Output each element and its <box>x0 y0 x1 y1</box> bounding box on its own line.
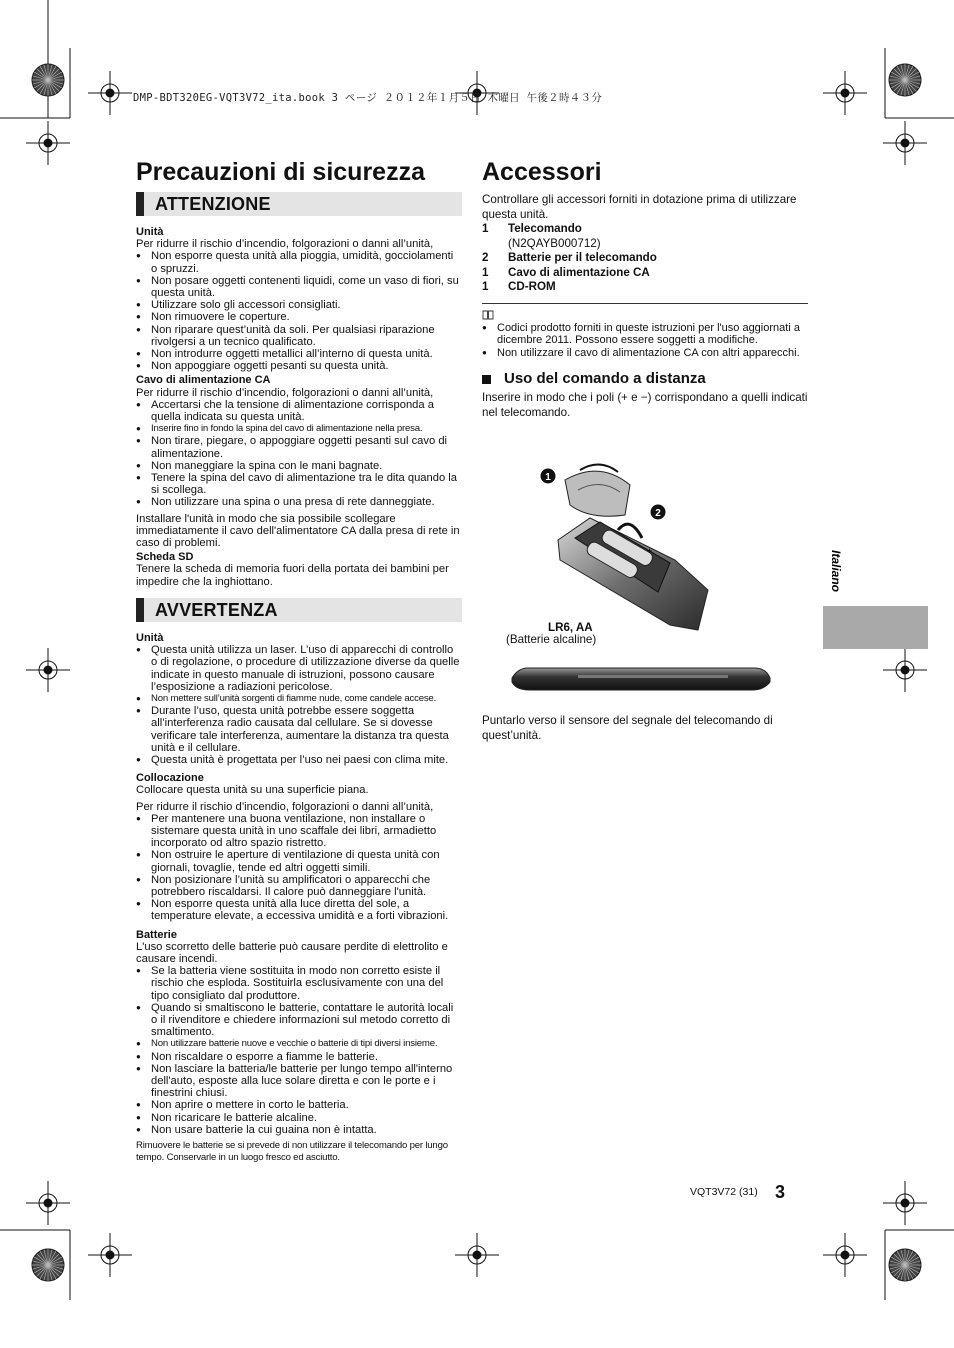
list-item: ● Non utilizzare una spina o una presa di rete danneggiate. <box>136 496 462 508</box>
sub-heading: Unità <box>136 226 164 238</box>
file-header: DMP-BDT320EG-VQT3V72_ita.book 3 ページ ２０１２年１月５日 木曜日 午後２時４３分 <box>133 92 603 104</box>
bullet-list <box>136 399 462 509</box>
paragraph: Tenere la scheda di memoria fuori della portata dei bambini per impedire che la inghiottano. <box>136 563 449 588</box>
accessory-item: 1 CD-ROM <box>482 280 556 294</box>
accessory-item: 2 Batterie per il telecomando <box>482 251 657 265</box>
list-item: ● Inserire fino in fondo la spina del cavo di alimentazione nella presa. <box>136 423 462 435</box>
battery-sub: (Batterie alcaline) <box>506 633 597 646</box>
language-tab-label <box>818 546 843 606</box>
divider <box>482 303 808 304</box>
accessory-code: (N2QAYB000712) <box>508 236 601 250</box>
sub-heading: Scheda SD <box>136 551 194 564</box>
list-item: ● Codici prodotto forniti in queste istruzioni per l'uso aggiornati a dicembre 2011. Possono essere soggetti a modifiche. <box>482 322 808 347</box>
paragraph: Rimuovere le batterie se si prevede di non utilizzare il telecomando per lungo tempo. Conservarle in un luogo fresco ed asciutto. <box>136 1140 448 1164</box>
list-item: ● Tenere la spina del cavo di alimentazione tra le dita quando la si scollega. <box>136 472 462 496</box>
list-item: ● Non posare oggetti contenenti liquidi, come un vaso di fiori, su questa unità. <box>136 275 462 299</box>
accessori-intro: Controllare gli accessori forniti in dotazione prima di utilizzare questa unità. <box>482 193 797 221</box>
footer-code: VQT3V72 (31) <box>690 1186 758 1198</box>
paragraph: Collocare questa unità su una superficie piana. <box>136 784 369 797</box>
list-item: ● Non riscaldare o esporre a fiamme le batterie. <box>136 1051 462 1063</box>
point-text: Puntarlo verso il sensore del segnale del telecomando di quest’unità. <box>482 714 773 742</box>
paragraph: Per ridurre il rischio d’incendio, folgorazioni o danni all’unità, <box>136 800 434 813</box>
list-item: ● Quando si smaltiscono le batterie, contattare le autorità locali o il rivenditore e chiedere informazioni sul metodo corretto di smaltimento. <box>136 1002 462 1039</box>
paragraph: Per ridurre il rischio d’incendio, folgorazioni o danni all’unità, <box>136 386 434 399</box>
bullet-list <box>136 644 462 766</box>
sub-heading: Cavo di alimentazione CA <box>136 374 271 387</box>
list-item: ● Per mantenere una buona ventilazione, non installare o sistemare questa unità in uno scaffale dei libri, armadietto incorporato od altro spazio ristretto. <box>136 813 462 850</box>
sub-heading: Collocazione <box>136 772 204 785</box>
sub-heading: Unità <box>136 631 164 644</box>
list-item: ● Non maneggiare la spina con le mani bagnate. <box>136 460 462 472</box>
list-item: ● Se la batteria viene sostituita in modo non corretto esiste il rischio che esploda. Sostituirla esclusivamente con una del tipo consigliato dal produttore. <box>136 965 462 1002</box>
list-item: ● Non usare batterie la cui guaina non è intatta. <box>136 1124 462 1136</box>
section-heading: ATTENZIONE <box>155 193 271 214</box>
list-item: ● Non esporre questa unità alla pioggia, umidità, gocciolamenti o spruzzi. <box>136 250 462 274</box>
list-item: ● Durante l’uso, questa unità potrebbe essere soggetta all’interferenza radio causata dal cellulare. Se si dovesse verificare tale interferenza, aumentare la distanza tra questa unità e il cellulare. <box>136 705 462 754</box>
list-item: ● Non lasciare la batteria/le batterie per lungo tempo all'interno dell'auto, esposte alla luce solare diretta e con le porte e i finestrini chiusi. <box>136 1063 462 1100</box>
bullet-list <box>136 250 462 372</box>
page-number: 3 <box>775 1182 786 1202</box>
svg-text:2: 2 <box>655 508 661 519</box>
bullet-list <box>136 965 462 1136</box>
list-item: ● Non aprire o mettere in corto le batteria. <box>136 1099 462 1111</box>
paragraph: Per ridurre il rischio d’incendio, folgorazioni o danni all’unità, <box>136 238 434 251</box>
paragraph: L'uso scorretto delle batterie può causare perdite di elettrolito e causare incendi. <box>136 940 448 965</box>
list-item: ● Non posizionare l’unità su amplificatori o apparecchi che potrebbero riscaldarsi. Il calore può danneggiare l'unità. <box>136 874 462 898</box>
left-column <box>136 158 462 1164</box>
list-item: ● Utilizzare solo gli accessori consigliati. <box>136 299 462 311</box>
accessory-item: 1 Telecomando <box>482 222 582 235</box>
page-title-precauzioni: Precauzioni di sicurezza <box>136 158 425 186</box>
section-band-attenzione <box>136 192 462 216</box>
paragraph: Installare l'unità in modo che sia possibile scollegare immediatamente il cavo dell'alimentatore CA dalla presa di rete in caso di problemi. <box>136 512 460 550</box>
list-item: ● Non appoggiare oggetti pesanti su questa unità. <box>136 360 462 372</box>
list-item: ● Questa unità è progettata per l’uso nei paesi con clima mite. <box>136 754 462 766</box>
note-book-icon <box>482 310 494 320</box>
list-item: ● Non utilizzare il cavo di alimentazione CA con altri apparecchi. <box>482 347 808 360</box>
section-heading: AVVERTENZA <box>155 599 278 620</box>
bullet-list <box>136 813 462 923</box>
remote-text: Inserire in modo che i poli (+ e −) corrispondano a quelli indicati nel telecomando. <box>482 390 808 419</box>
battery-label: LR6, AA <box>548 621 593 634</box>
sub-heading: Batterie <box>136 928 177 941</box>
svg-text:Italiano: Italiano <box>829 550 843 593</box>
language-tab <box>823 606 928 649</box>
list-item: ● Non riparare quest’unità da soli. Per qualsiasi riparazione rivolgersi a un tecnico qualificato. <box>136 324 462 348</box>
plus-sign: + <box>647 546 653 556</box>
list-item: ● Non ostruire le aperture di ventilazione di questa unità con giornali, tovaglie, tende ed altri oggetti simili. <box>136 849 462 873</box>
player-illustration <box>508 664 774 694</box>
list-item: ● Non utilizzare batterie nuove e vecchie o batterie di tipi diversi insieme. <box>136 1038 462 1050</box>
note-list <box>482 322 808 360</box>
list-item: ● Non mettere sull’unità sorgenti di fiamme nude, come candele accese. <box>136 693 462 705</box>
list-item: ● Questa unità utilizza un laser. L’uso di apparecchi di controllo o di regolazione, o procedure di utilizzazione diverse da quelle indicate in questo manuale di istruzioni, possono causare l’esposizione a radiazioni pericolose. <box>136 644 462 693</box>
section-band-avvertenza <box>136 598 462 622</box>
list-item: ● Accertarsi che la tensione di alimentazione corrisponda a quella indicata su questa unità. <box>136 399 462 423</box>
list-item: ● Non ricaricare le batterie alcaline. <box>136 1112 462 1124</box>
list-item: ● Non introdurre oggetti metallici all’interno di questa unità. <box>136 348 462 360</box>
remote-battery-illustration <box>530 460 730 640</box>
remote-heading: Uso del comando a distanza <box>482 373 808 385</box>
svg-text:1: 1 <box>545 472 551 483</box>
page-title-accessori: Accessori <box>482 158 602 186</box>
right-column <box>482 158 808 420</box>
list-item: ● Non rimuovere le coperture. <box>136 311 462 323</box>
list-item: ● Non esporre questa unità alla luce diretta del sole, a temperature elevate, a eccessiva umidità e a forti vibrazioni. <box>136 898 462 922</box>
list-item: ● Non tirare, piegare, o appoggiare oggetti pesanti sul cavo di alimentazione. <box>136 435 462 459</box>
accessory-item: 1 Cavo di alimentazione CA <box>482 265 650 279</box>
